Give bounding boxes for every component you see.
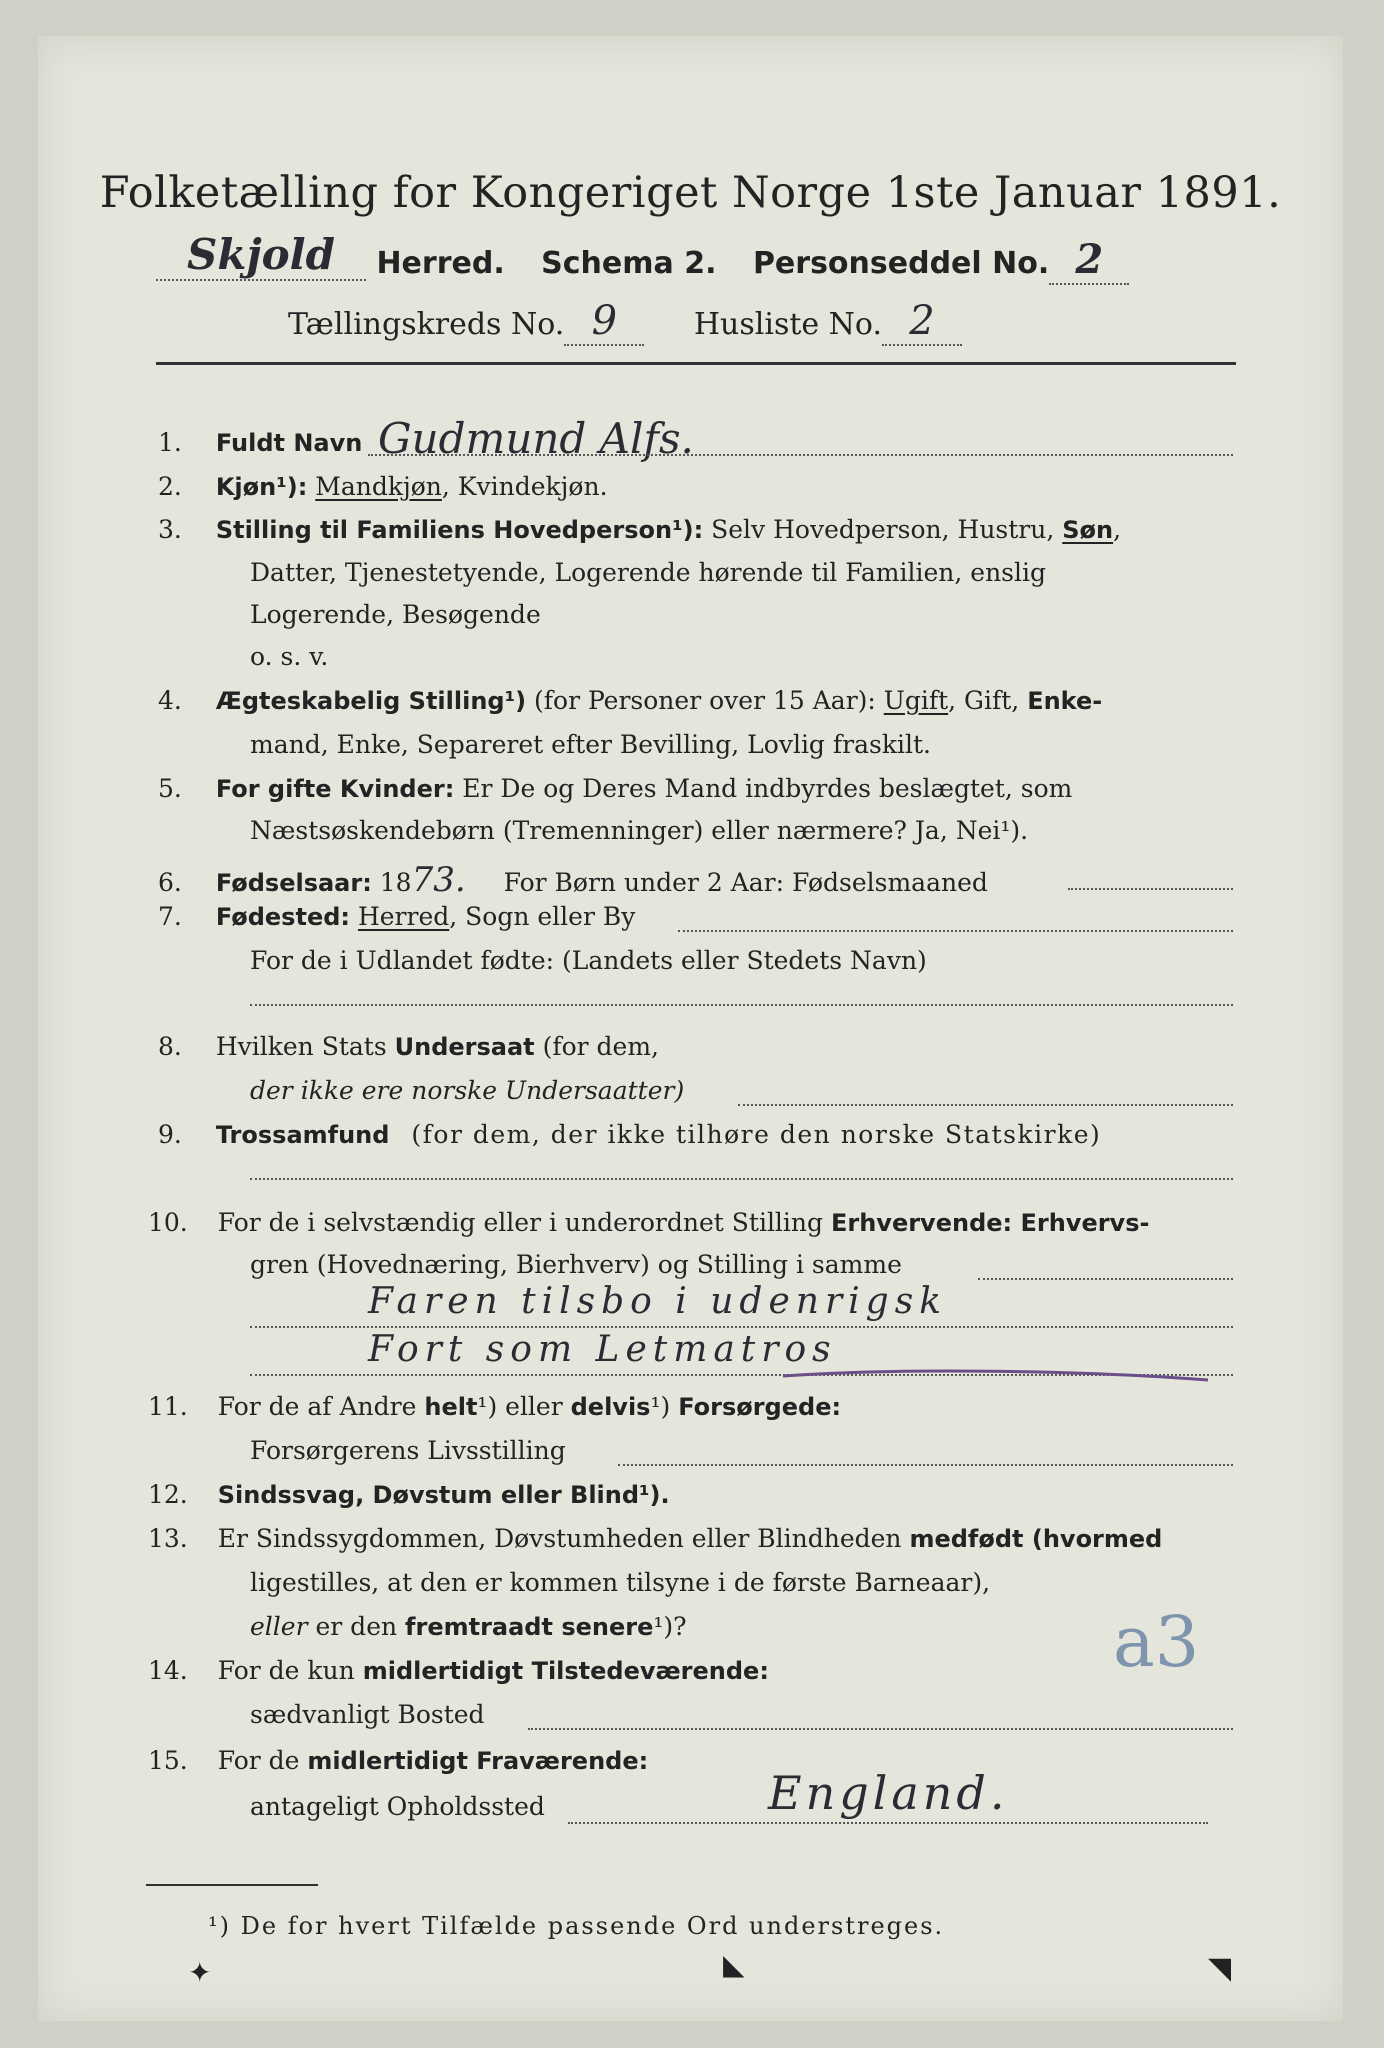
kreds-value: 9	[564, 298, 644, 346]
religion-line	[250, 1178, 1233, 1180]
item-number: 3.	[158, 515, 182, 544]
item-label: Hvilken Stats Undersaat	[215, 1032, 535, 1061]
stray-mark-center: ◣	[723, 1948, 745, 1981]
item-4-text: (for Personer over 15 Aar): Ugift, Gift, Enke-	[534, 686, 1103, 715]
occupation-hand-1: Faren tilsbo i udenrigsk	[368, 1281, 948, 1322]
footnote: ¹) De for hvert Tilfælde passende Ord understreges.	[208, 1912, 945, 1940]
item-7-rest: , Sogn eller By	[449, 902, 636, 931]
provider-line	[618, 1464, 1233, 1466]
husliste-label: Husliste No.	[693, 307, 883, 342]
kreds-line	[288, 298, 962, 346]
birthplace-line	[678, 930, 1233, 932]
item-label: Fødselsaar:	[215, 869, 372, 897]
item-15	[148, 1746, 648, 1775]
item-number: 8.	[158, 1032, 182, 1061]
item-9	[158, 1120, 1101, 1149]
item-8-cont1: der ikke ere norske Undersaatter)	[250, 1076, 685, 1105]
schema-label: Schema 2.	[541, 246, 717, 281]
year-prefix: 18	[379, 868, 412, 897]
item-label: Kjøn¹):	[215, 473, 308, 501]
abroad-residence-value: England.	[768, 1766, 1009, 1820]
item-number: 15.	[148, 1746, 188, 1775]
item-label: Trossamfund	[215, 1121, 390, 1149]
item-3	[158, 515, 1121, 544]
kreds-label: Tællingskreds No.	[288, 307, 565, 342]
item-3-cont1: Datter, Tjenestetyende, Logerende hørende til Familien, enslig	[250, 558, 1047, 587]
item-4-cont1: mand, Enke, Separeret efter Bevilling, Lovlig fraskilt.	[250, 730, 931, 759]
occupation-line-2	[250, 1326, 1233, 1328]
item-11-cont1: Forsørgerens Livsstilling	[250, 1436, 566, 1465]
item-6	[158, 860, 988, 900]
item-label: For de af Andre helt¹) eller delvis¹) Forsørgede:	[217, 1392, 842, 1421]
item-label: Er Sindssygdommen, Døvstumheden eller Blindheden medfødt (hvormed	[217, 1524, 1163, 1553]
herred-line	[156, 230, 1129, 285]
item-label: Stilling til Familiens Hovedperson¹):	[215, 516, 704, 544]
item-2	[158, 472, 608, 501]
foreign-birthplace-line	[250, 1004, 1233, 1006]
abroad-residence-line	[568, 1822, 1208, 1824]
item-13-cont1: ligestilles, at den er kommen tilsyne i de første Barneaar),	[250, 1568, 991, 1597]
item-number: 2.	[158, 472, 182, 501]
item-12	[148, 1480, 670, 1509]
item-label: Ægteskabelig Stilling¹)	[215, 687, 527, 715]
herred-label: Herred.	[376, 246, 505, 281]
occupation-line-1	[978, 1278, 1233, 1280]
item-label: For de kun midlertidigt Tilstedeværende:	[217, 1656, 769, 1685]
item-label: Sindssvag, Døvstum eller Blind¹).	[217, 1481, 670, 1509]
full-name-value: Gudmund Alfs.	[378, 414, 694, 463]
item-14-cont1: sædvanligt Bosted	[250, 1700, 485, 1729]
item-label: Fuldt Navn	[215, 429, 363, 457]
nationality-line	[738, 1104, 1233, 1106]
item-5	[158, 774, 1072, 803]
item-5-cont1: Næstsøskendebørn (Tremenninger) eller nærmere? Ja, Nei¹).	[250, 816, 1029, 845]
stray-mark-left: ✦	[188, 1956, 212, 1989]
personseddel-value: 2	[1049, 236, 1129, 285]
occupation-hand-2: Fort som Letmatros	[368, 1329, 837, 1370]
herred-underlined: Herred	[357, 902, 450, 931]
full-name-line	[368, 454, 1233, 456]
item-number: 12.	[148, 1480, 188, 1509]
item-9-text: (for dem, der ikke tilhøre den norske Statskirke)	[411, 1120, 1102, 1149]
item-6-rest: For Børn under 2 Aar: Fødselsmaaned	[503, 868, 988, 897]
item-10	[148, 1208, 1149, 1237]
item-number: 13.	[148, 1524, 188, 1553]
item-label: For de i selvstændig eller i underordnet Stilling Erhvervende: Erhvervs-	[217, 1208, 1150, 1237]
item-3-cont2: Logerende, Besøgende	[250, 600, 541, 629]
margin-note: a3	[1113, 1601, 1200, 1683]
census-form	[38, 36, 1343, 2021]
item-4	[158, 686, 1102, 715]
purple-underline	[778, 1356, 1218, 1386]
item-number: 5.	[158, 774, 182, 803]
birth-year-value: 73.	[411, 860, 466, 900]
form-title: Folketælling for Kongeriget Norge 1ste Januar 1891.	[99, 168, 1282, 218]
item-14	[148, 1656, 769, 1685]
birth-month-line	[1068, 888, 1233, 890]
herred-value: Skjold	[156, 230, 366, 281]
item-3-cont3: o. s. v.	[250, 642, 329, 671]
item-number: 14.	[148, 1656, 188, 1685]
item-2-suffix: , Kvindekjøn.	[441, 472, 608, 501]
usual-residence-line	[528, 1728, 1233, 1730]
item-1	[158, 428, 362, 457]
item-number: 4.	[158, 686, 182, 715]
item-number: 11.	[148, 1392, 188, 1421]
item-label: Fødested:	[215, 903, 350, 931]
item-number: 9.	[158, 1120, 182, 1149]
item-13	[148, 1524, 1162, 1553]
item-number: 7.	[158, 902, 182, 931]
item-number: 1.	[158, 428, 182, 457]
item-number: 10.	[148, 1208, 188, 1237]
item-3-text: Selv Hovedperson, Hustru, Søn,	[711, 515, 1122, 544]
personseddel-label: Personseddel No.	[752, 246, 1050, 281]
stray-mark-right: ◥	[1208, 1951, 1232, 1986]
item-label: For de midlertidigt Fraværende:	[217, 1746, 649, 1775]
mandkjon-underlined: Mandkjøn	[315, 472, 442, 501]
header-rule	[156, 362, 1236, 365]
item-5-text: Er De og Deres Mand indbyrdes beslægtet, som	[462, 774, 1073, 803]
item-7	[158, 902, 635, 931]
item-label: For gifte Kvinder:	[215, 775, 455, 803]
item-7-cont1: For de i Udlandet fødte: (Landets eller Stedets Navn)	[250, 946, 927, 975]
husliste-value: 2	[882, 298, 962, 346]
footnote-rule	[146, 1884, 318, 1886]
item-number: 6.	[158, 868, 182, 897]
item-8	[158, 1032, 659, 1061]
item-10-cont1: gren (Hovednæring, Bierhverv) og Stilling i samme	[250, 1250, 902, 1279]
item-8-text: (for dem,	[542, 1032, 659, 1061]
item-15-cont1: antageligt Opholdssted	[250, 1792, 545, 1821]
item-11	[148, 1392, 841, 1421]
item-13-cont2: eller er den fremtraadt senere¹)?	[250, 1612, 687, 1641]
